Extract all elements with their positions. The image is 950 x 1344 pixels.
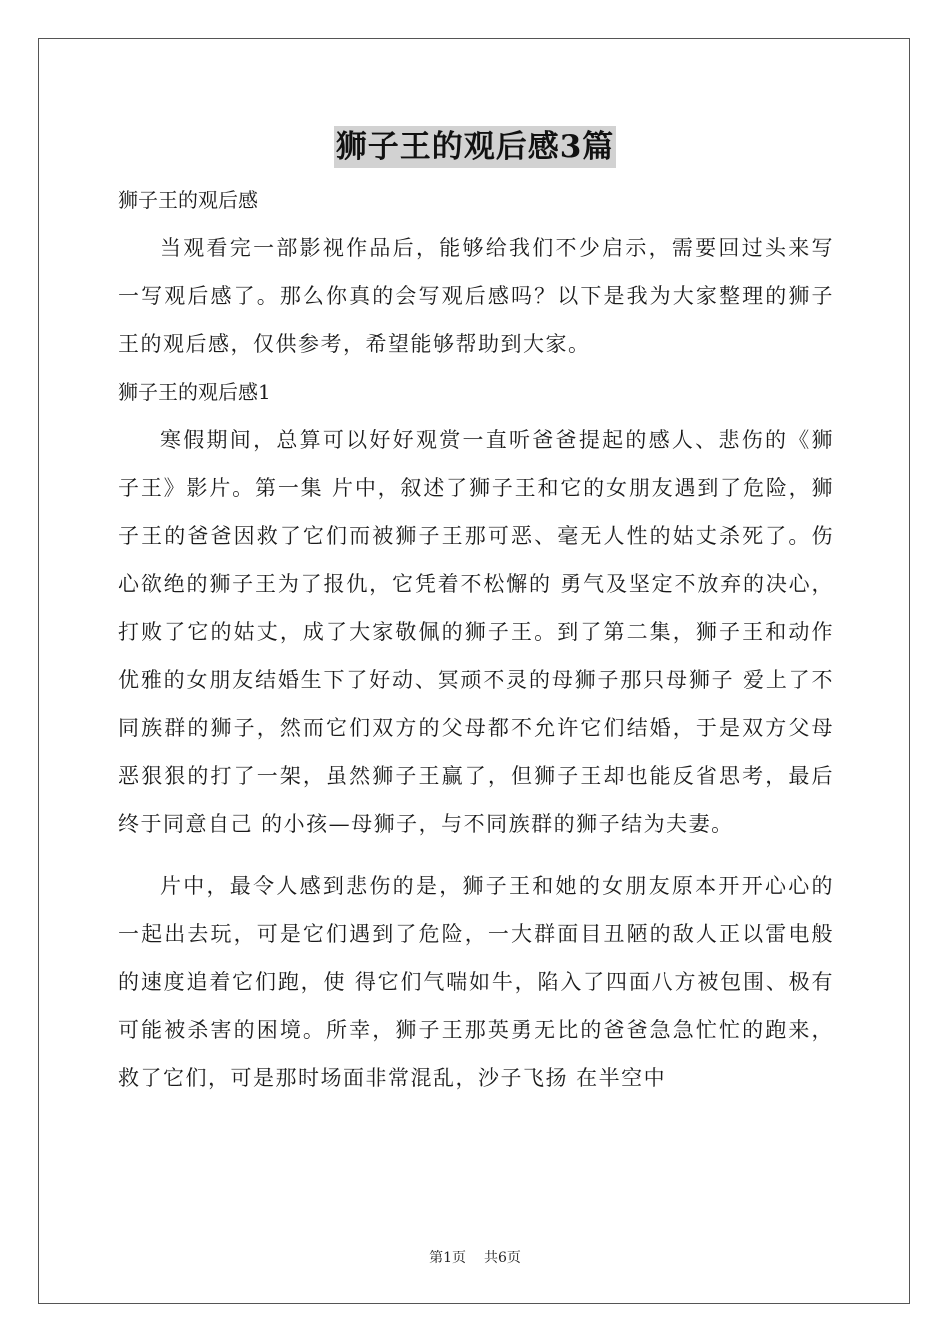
- body-paragraph-2: 片中，最令人感到悲伤的是，狮子王和她的女朋友原本开开心心的一起出去玩，可是它们遇到了危险，一大群面目丑陋的敌人正以雷电般的速度追着它们跑，使 得它们气喘如牛，陷入了四面八方被包围、极有可能被杀害的困境。所幸，狮子王那英勇无比的爸爸急急忙忙的跑来，救了它们，可是那时场面非常混乱，沙子飞扬 在半空中: [118, 874, 834, 1090]
- page-footer: [0, 1247, 950, 1267]
- section-heading-1: 狮子王的观后感1: [118, 380, 271, 404]
- page-number-total: 共6页: [484, 1250, 521, 1266]
- title-container: [0, 126, 950, 168]
- document-body: [118, 176, 834, 1102]
- intro-paragraph: 当观看完一部影视作品后，能够给我们不少启示，需要回过头来写一写观后感了。那么你真的会写观后感吗？以下是我为大家整理的狮子王的观后感，仅供参考，希望能够帮助到大家。: [118, 236, 834, 356]
- page-number-current: 第1页: [429, 1250, 466, 1266]
- document-title: 狮子王的观后感3篇: [334, 126, 617, 168]
- intro-heading: 狮子王的观后感: [118, 188, 258, 212]
- body-paragraph-1: 寒假期间，总算可以好好观赏一直听爸爸提起的感人、悲伤的《狮子王》影片。第一集 片中，叙述了狮子王和它的女朋友遇到了危险，狮子王的爸爸因救了它们而被狮子王那可恶、毫无人性的姑丈杀死了。伤心欲绝的狮子王为了报仇，它凭着不松懈的 勇气及坚定不放弃的决心，打败了它的姑丈，成了大家敬佩的狮子王。到了第二集，狮子王和动作优雅的女朋友结婚生下了好动、冥顽不灵的母狮子那只母狮子 爱上了不同族群的狮子，然而它们双方的父母都不允许它们结婚，于是双方父母恶狠狠的打了一架，虽然狮子王赢了，但狮子王却也能反省思考，最后终于同意自己 的小孩—母狮子，与不同族群的狮子结为夫妻。: [118, 428, 834, 836]
